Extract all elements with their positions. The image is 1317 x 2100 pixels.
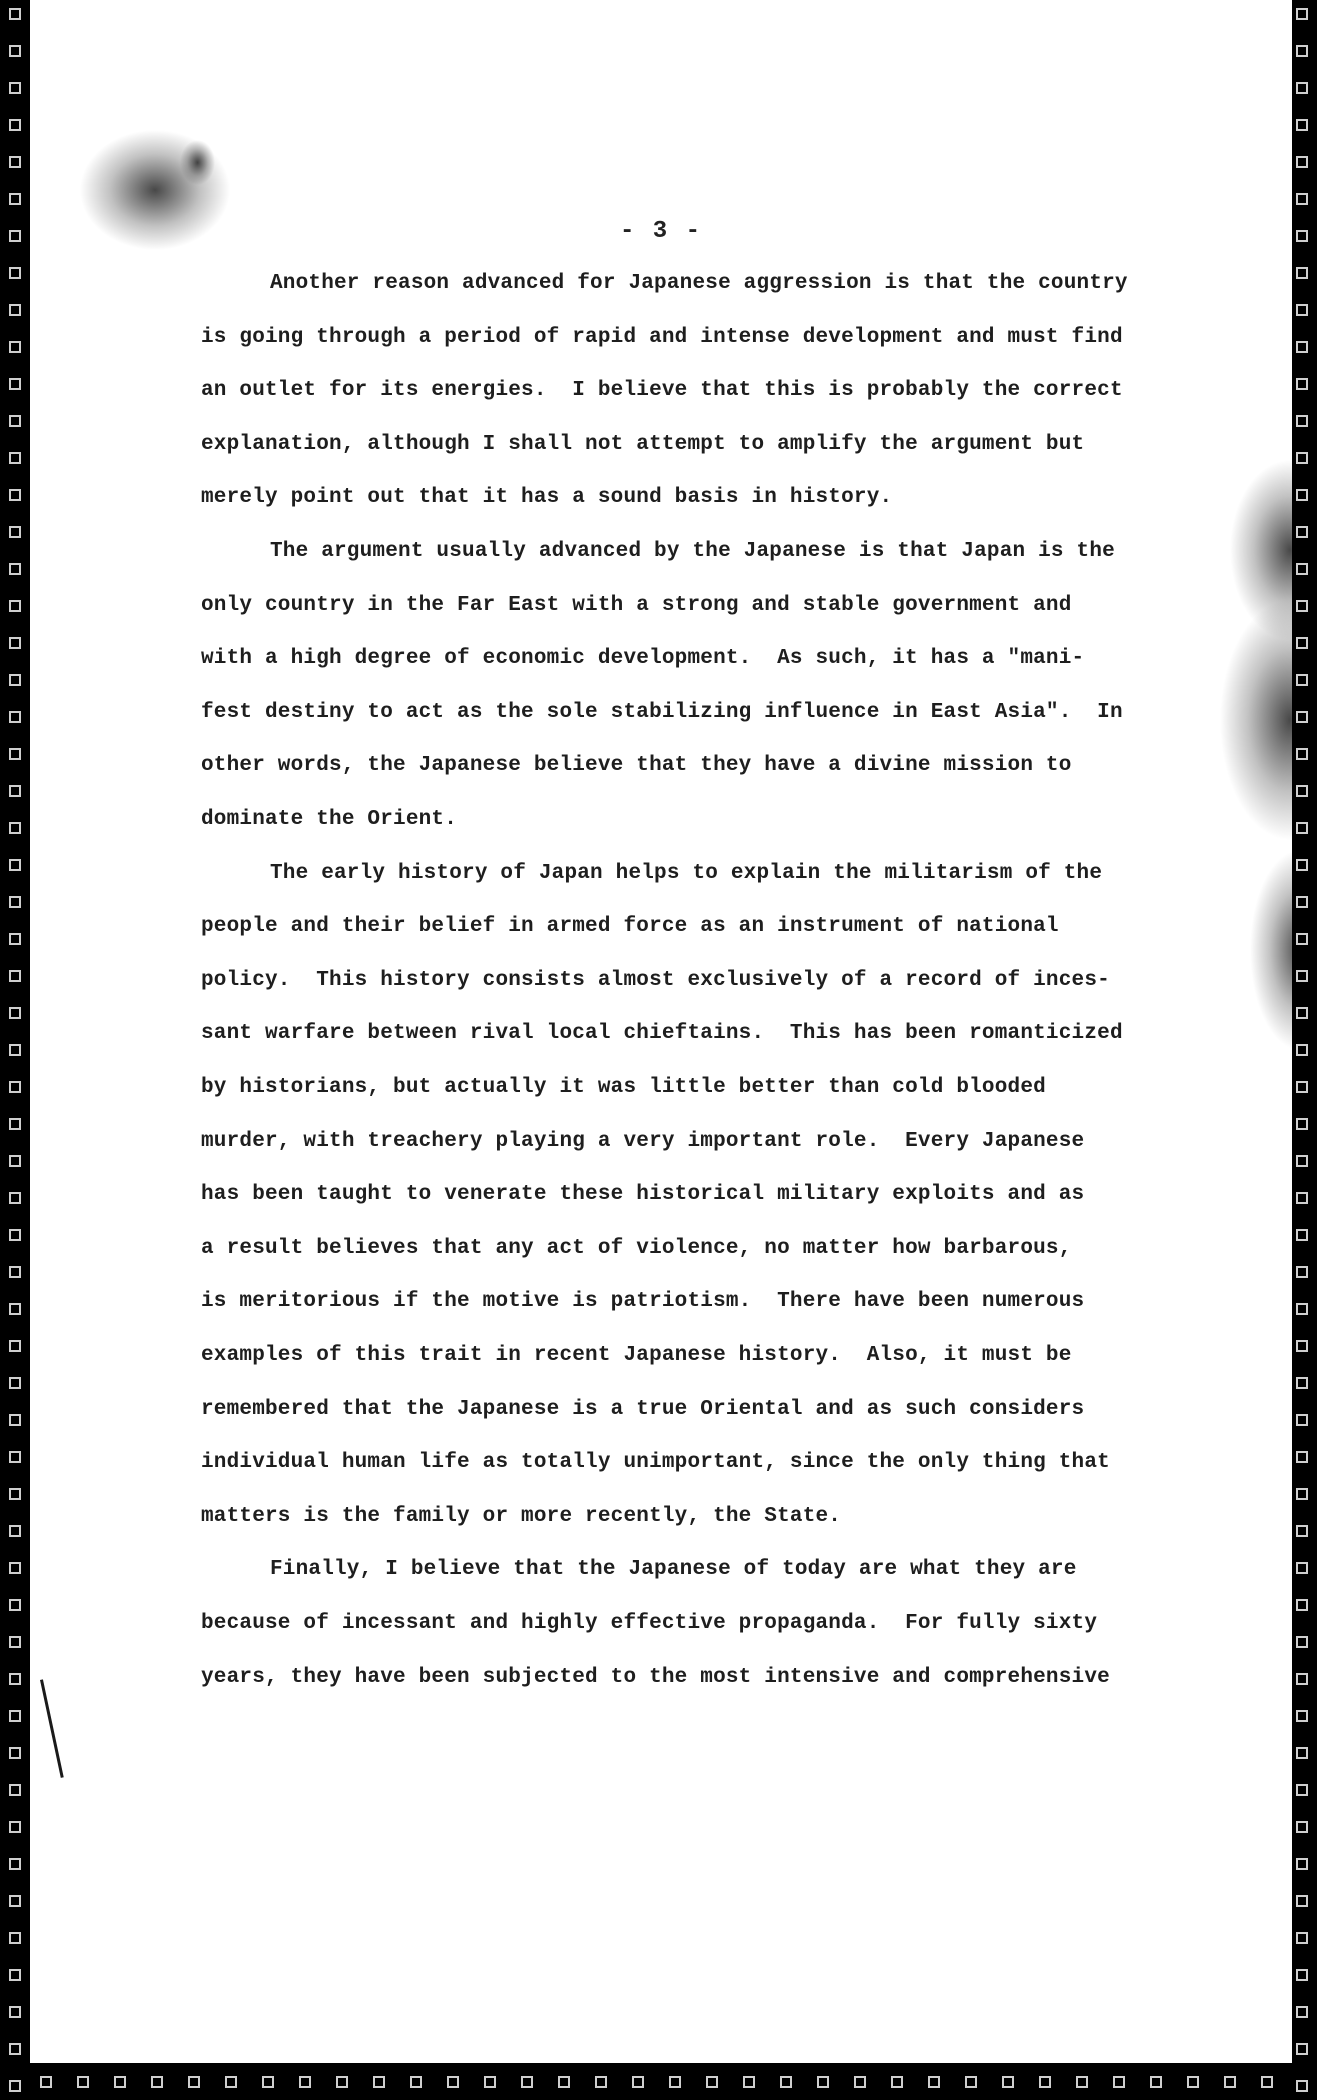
sprocket-hole [669, 2076, 681, 2088]
sprocket-hole [9, 156, 21, 168]
sprocket-hole [1296, 452, 1308, 464]
sprocket-hole [1296, 711, 1308, 723]
sprocket-hole [9, 1451, 21, 1463]
sprocket-hole [1296, 2043, 1308, 2055]
sprocket-hole [9, 1488, 21, 1500]
sprocket-hole [9, 1266, 21, 1278]
text-line: remembered that the Japanese is a true Oriental and as such considers [201, 1397, 1085, 1421]
sprocket-hole [1296, 1673, 1308, 1685]
sprocket-hole [1296, 489, 1308, 501]
text-line: fest destiny to act as the sole stabilizing influence in East Asia". In [201, 700, 1123, 724]
sprocket-hole [1296, 1155, 1308, 1167]
sprocket-hole [780, 2076, 792, 2088]
sprocket-hole [9, 1118, 21, 1130]
sprocket-hole [1296, 1969, 1308, 1981]
sprocket-hole [1261, 2076, 1273, 2088]
sprocket-hole [1296, 8, 1308, 20]
sprocket-hole [9, 1895, 21, 1907]
sprocket-hole [9, 970, 21, 982]
sprocket-hole [40, 2076, 52, 2088]
sprocket-hole [743, 2076, 755, 2088]
sprocket-hole [9, 2006, 21, 2018]
sprocket-hole [262, 2076, 274, 2088]
sprocket-hole [1296, 230, 1308, 242]
text-line: an outlet for its energies. I believe that this is probably the correct [201, 379, 1123, 403]
sprocket-hole [1296, 526, 1308, 538]
sprocket-hole [1296, 156, 1308, 168]
sprocket-hole [1296, 1192, 1308, 1204]
sprocket-hole [521, 2076, 533, 2088]
sprocket-hole [1296, 1821, 1308, 1833]
sprocket-hole [1002, 2076, 1014, 2088]
sprocket-hole [9, 748, 21, 760]
sprocket-hole [9, 45, 21, 57]
sprocket-hole [1296, 378, 1308, 390]
sprocket-hole [1296, 1414, 1308, 1426]
sprocket-hole [1296, 119, 1308, 131]
sprocket-hole [9, 1229, 21, 1241]
text-line: only country in the Far East with a strong and stable government and [201, 593, 1072, 617]
sprocket-hole [9, 600, 21, 612]
sprocket-hole [1296, 1044, 1308, 1056]
sprocket-hole [706, 2076, 718, 2088]
left-margin-mark [40, 1679, 64, 1777]
sprocket-hole [1296, 193, 1308, 205]
text-line: merely point out that it has a sound basis in history. [201, 486, 893, 510]
text-line: by historians, but actually it was little better than cold blooded [201, 1076, 1046, 1099]
sprocket-hole [77, 2076, 89, 2088]
sprocket-hole [1296, 1858, 1308, 1870]
sprocket-hole [1296, 1081, 1308, 1093]
sprocket-hole [558, 2076, 570, 2088]
sprocket-hole [1150, 2076, 1162, 2088]
sprocket-hole [1296, 2080, 1308, 2092]
sprocket-hole [9, 1821, 21, 1833]
sprocket-hole [1296, 1340, 1308, 1352]
sprocket-hole [9, 896, 21, 908]
sprocket-hole [1296, 563, 1308, 575]
sprocket-hole [9, 1969, 21, 1981]
text-line: sant warfare between rival local chieftains. This has been romanticized [201, 1022, 1123, 1046]
sprocket-hole [484, 2076, 496, 2088]
sprocket-hole [1296, 1562, 1308, 1574]
sprocket-hole [9, 82, 21, 94]
sprocket-hole [1296, 1377, 1308, 1389]
sprocket-hole [1296, 822, 1308, 834]
ink-smudge-right-3 [1250, 850, 1292, 1050]
paragraph-first-line: The argument usually advanced by the Japanese is that Japan is the [270, 540, 1115, 563]
paragraph-first-line: Finally, I believe that the Japanese of today are what they are [270, 1558, 1077, 1582]
ink-smudge-top-left-dot [180, 140, 215, 185]
sprocket-hole [1296, 1266, 1308, 1278]
sprocket-hole [299, 2076, 311, 2088]
sprocket-hole [9, 378, 21, 390]
text-line: years, they have been subjected to the most intensive and comprehensive [201, 1665, 1110, 1689]
sprocket-hole [1296, 748, 1308, 760]
sprocket-hole [9, 563, 21, 575]
sprocket-hole [9, 230, 21, 242]
sprocket-hole [9, 304, 21, 316]
sprocket-hole [9, 267, 21, 279]
paragraph-first-line: The early history of Japan helps to explain the militarism of the [270, 861, 1103, 885]
sprocket-hole [1296, 674, 1308, 686]
sprocket-hole [1296, 341, 1308, 353]
sprocket-hole [336, 2076, 348, 2088]
sprocket-hole [225, 2076, 237, 2088]
sprocket-hole [9, 1303, 21, 1315]
sprocket-hole [447, 2076, 459, 2088]
sprocket-hole [9, 1007, 21, 1019]
sprocket-hole [1296, 1303, 1308, 1315]
sprocket-hole [1296, 970, 1308, 982]
sprocket-hole [1039, 2076, 1051, 2088]
text-line: dominate the Orient. [201, 808, 458, 831]
sprocket-hole [1296, 933, 1308, 945]
sprocket-hole [632, 2076, 644, 2088]
sprocket-hole [891, 2076, 903, 2088]
text-line: murder, with treachery playing a very important role. Every Japanese [201, 1129, 1085, 1153]
sprocket-hole [9, 822, 21, 834]
text-line: is meritorious if the motive is patriotism. There have been numerous [201, 1290, 1085, 1314]
sprocket-hole [854, 2076, 866, 2088]
sprocket-hole [9, 341, 21, 353]
sprocket-hole [9, 489, 21, 501]
text-line: individual human life as totally unimportant, since the only thing that [201, 1451, 1110, 1475]
sprocket-hole [9, 1710, 21, 1722]
sprocket-hole [1296, 1229, 1308, 1241]
sprocket-hole [9, 1673, 21, 1685]
text-line: other words, the Japanese believe that they have a divine mission to [201, 754, 1072, 778]
text-line: people and their belief in armed force as an instrument of national [201, 915, 1059, 939]
text-line: because of incessant and highly effective propaganda. For fully sixty [201, 1612, 1098, 1635]
sprocket-hole [1076, 2076, 1088, 2088]
document-page [30, 0, 1292, 2063]
sprocket-hole [9, 1155, 21, 1167]
sprocket-hole [1296, 2006, 1308, 2018]
sprocket-hole [9, 1340, 21, 1352]
text-line: explanation, although I shall not attempt to amplify the argument but [201, 432, 1085, 456]
sprocket-hole [1296, 1488, 1308, 1500]
paragraph-first-line: Another reason advanced for Japanese aggression is that the country [270, 272, 1128, 295]
sprocket-hole [1296, 1932, 1308, 1944]
page-number: - 3 - [619, 218, 702, 245]
sprocket-hole [9, 1784, 21, 1796]
sprocket-hole [9, 526, 21, 538]
sprocket-hole [9, 452, 21, 464]
ink-smudge-right-2 [1220, 600, 1292, 840]
sprocket-hole [817, 2076, 829, 2088]
sprocket-hole [1296, 785, 1308, 797]
sprocket-hole [9, 1932, 21, 1944]
sprocket-hole [1296, 304, 1308, 316]
sprocket-hole [9, 1858, 21, 1870]
text-line: with a high degree of economic development. As such, it has a "mani- [201, 647, 1085, 671]
sprocket-hole [1296, 1747, 1308, 1759]
sprocket-hole [1296, 1636, 1308, 1648]
sprocket-hole [1296, 45, 1308, 57]
sprocket-hole [1296, 1007, 1308, 1019]
sprocket-hole [1296, 82, 1308, 94]
sprocket-hole [9, 1081, 21, 1093]
sprocket-hole [1296, 1710, 1308, 1722]
sprocket-hole [9, 8, 21, 20]
sprocket-hole [1224, 2076, 1236, 2088]
sprocket-hole [965, 2076, 977, 2088]
sprocket-hole [9, 1747, 21, 1759]
sprocket-hole [9, 1599, 21, 1611]
sprocket-hole [1296, 1895, 1308, 1907]
sprocket-hole [9, 859, 21, 871]
sprocket-hole [114, 2076, 126, 2088]
sprocket-hole [9, 674, 21, 686]
sprocket-hole [9, 415, 21, 427]
sprocket-hole [1296, 600, 1308, 612]
sprocket-hole [595, 2076, 607, 2088]
text-line: policy. This history consists almost exclusively of a record of inces- [201, 968, 1110, 992]
text-line: a result believes that any act of violence, no matter how barbarous, [201, 1236, 1072, 1260]
sprocket-hole [9, 711, 21, 723]
sprocket-hole [9, 193, 21, 205]
sprocket-hole [188, 2076, 200, 2088]
sprocket-hole [1296, 1451, 1308, 1463]
sprocket-hole [1296, 1525, 1308, 1537]
sprocket-hole [1187, 2076, 1199, 2088]
sprocket-hole [928, 2076, 940, 2088]
text-line: is going through a period of rapid and intense development and must find [201, 325, 1123, 349]
sprocket-hole [9, 2080, 21, 2092]
sprocket-hole [1113, 2076, 1125, 2088]
sprocket-hole [1296, 267, 1308, 279]
sprocket-hole [9, 637, 21, 649]
sprocket-hole [151, 2076, 163, 2088]
sprocket-hole [9, 933, 21, 945]
sprocket-hole [373, 2076, 385, 2088]
sprocket-hole [9, 1377, 21, 1389]
text-line: has been taught to venerate these historical military exploits and as [201, 1183, 1085, 1207]
sprocket-hole [410, 2076, 422, 2088]
sprocket-hole [1296, 637, 1308, 649]
text-line: matters is the family or more recently, the State. [201, 1504, 842, 1528]
sprocket-hole [9, 1636, 21, 1648]
sprocket-hole [9, 119, 21, 131]
sprocket-hole [9, 1414, 21, 1426]
sprocket-hole [1296, 859, 1308, 871]
sprocket-hole [9, 785, 21, 797]
sprocket-hole [9, 1562, 21, 1574]
text-line: examples of this trait in recent Japanese history. Also, it must be [201, 1344, 1072, 1367]
sprocket-hole [1296, 415, 1308, 427]
sprocket-hole [1296, 1784, 1308, 1796]
sprocket-hole [9, 1044, 21, 1056]
sprocket-hole [9, 2043, 21, 2055]
sprocket-hole [1296, 1118, 1308, 1130]
sprocket-hole [1296, 896, 1308, 908]
sprocket-hole [1296, 1599, 1308, 1611]
sprocket-hole [9, 1525, 21, 1537]
sprocket-hole [9, 1192, 21, 1204]
